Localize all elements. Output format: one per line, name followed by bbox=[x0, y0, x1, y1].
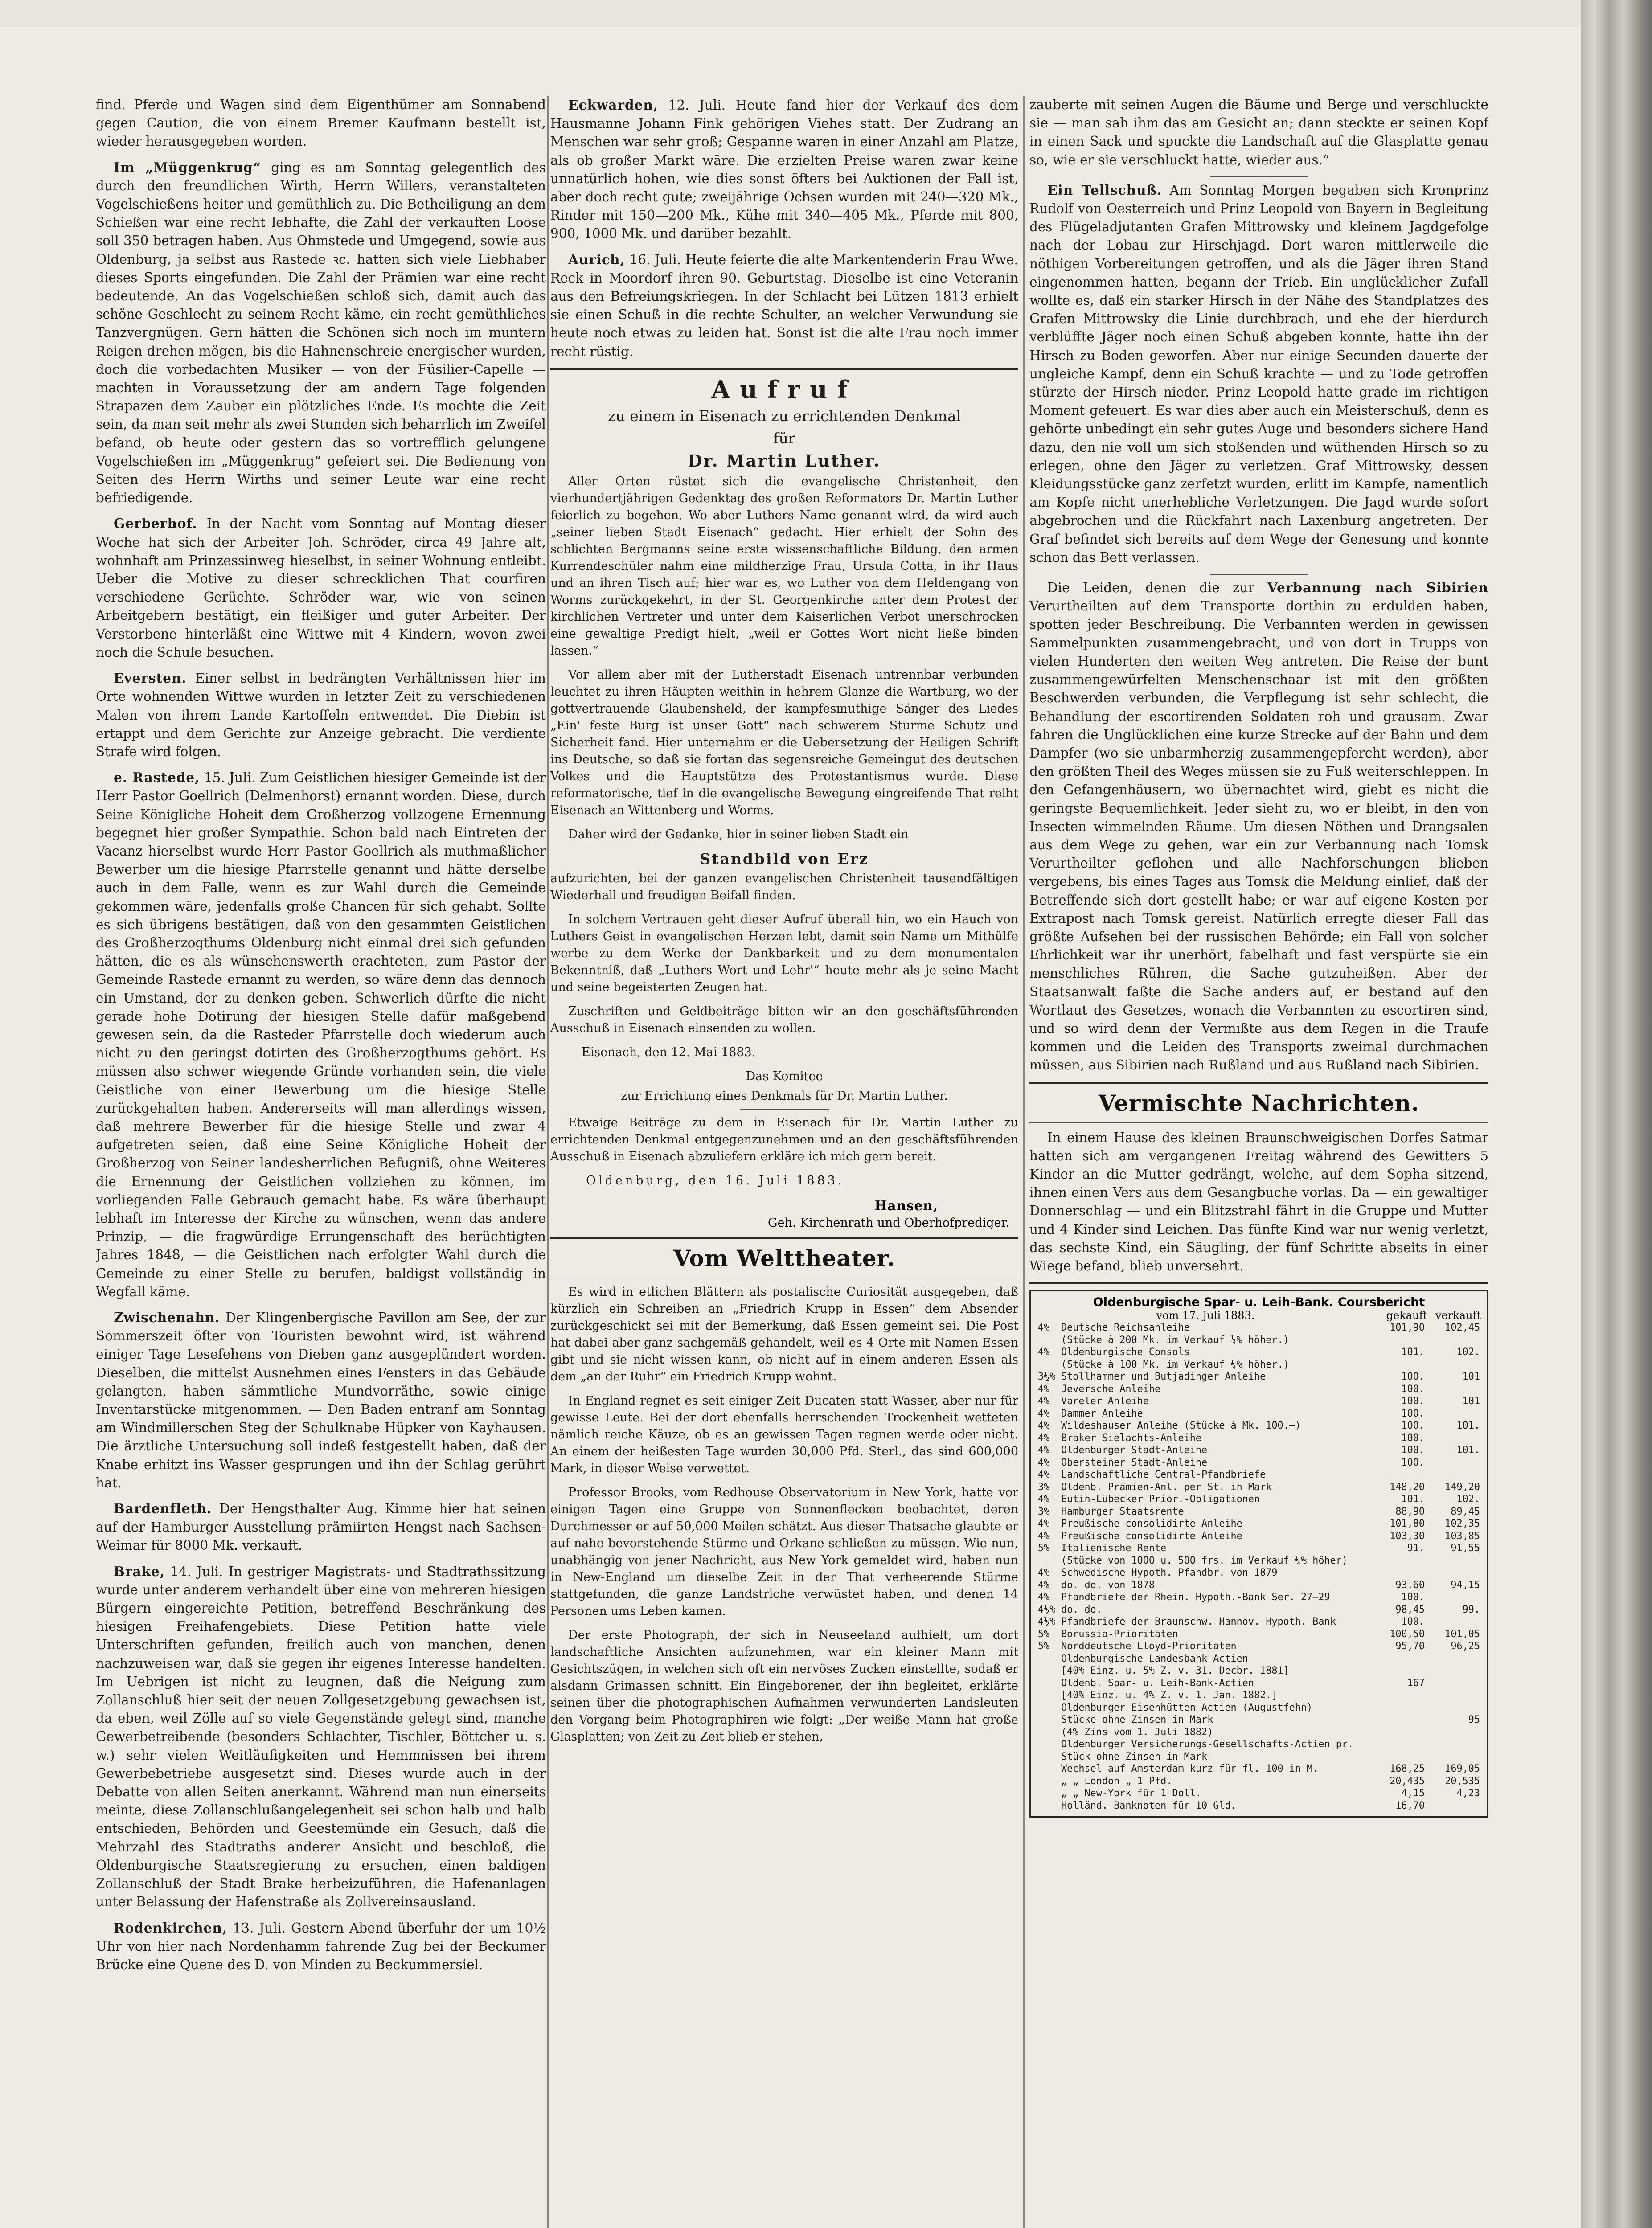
table-row bbox=[1037, 1591, 1481, 1604]
security-cell: Italienische Rente bbox=[1061, 1543, 1167, 1554]
verkauft-cell bbox=[1426, 1457, 1481, 1469]
security-cell: [40% Einz. u. 5% Z. v. 31. Decbr. 1881] bbox=[1061, 1665, 1289, 1677]
aufruf-paragraph: Zuschriften und Geldbeiträge bitten wir an den geschäftsführenden Ausschuß in Eisenach einsenden zu wollen. bbox=[550, 1004, 1018, 1035]
coursbericht-table bbox=[1037, 1322, 1481, 1812]
aufruf-paragraph: In solchem Vertrauen geht dieser Aufruf überall hin, wo ein Hauch von Luthers Geist in evangelischen Herzen lebt, damit sein Name um Mithülfe werbe zu dem Werke der Dankbarkeit und zu dem monumentalen Bekenntniß, daß „Luthers Wort und Lehr'“ heute mehr als je seine Macht und seine begeisterten Zeugen hat. bbox=[550, 912, 1018, 994]
column-2 bbox=[550, 96, 1018, 2228]
verkauft-cell: 99. bbox=[1462, 1604, 1480, 1615]
rate-cell: 4% bbox=[1038, 1530, 1050, 1542]
security-cell: Oldenburger Stadt-Anleihe bbox=[1061, 1445, 1208, 1456]
gekauft-cell: 98,45 bbox=[1395, 1604, 1425, 1615]
verkauft-cell bbox=[1426, 1359, 1481, 1371]
security-cell: Oldenburger Versicherungs-Gesellschafts-Actien pr. bbox=[1061, 1739, 1354, 1750]
table-row bbox=[1037, 1444, 1481, 1457]
table-row bbox=[1037, 1493, 1481, 1506]
table-row bbox=[1037, 1787, 1481, 1800]
gekauft-cell: 100. bbox=[1401, 1592, 1425, 1603]
security-cell: Obersteiner Stadt-Anleihe bbox=[1061, 1457, 1208, 1468]
gekauft-cell: 95,70 bbox=[1395, 1641, 1425, 1652]
verkauft-cell: 102,45 bbox=[1445, 1322, 1480, 1334]
rate-cell: 4% bbox=[1038, 1420, 1050, 1432]
article-aurich: Aurich, 16. Juli. Heute feierte die alte Markentenderin Frau Wwe. Reck in Moordorf ihren 90. Geburtstag. Dieselbe ist eine Veteranin aus den Befreiungskriegen. In der Schlacht bei Lützen 1813 erhielt sie einen Schuß in die rechte Schulter, an welcher Verwundung sie heute noch etwas zu leiden hat. Sonst ist die alte Frau noch immer recht rüstig. bbox=[550, 251, 1018, 359]
rate-cell: 4% bbox=[1038, 1347, 1050, 1358]
verkauft-cell bbox=[1426, 1653, 1481, 1665]
verkauft-cell bbox=[1426, 1567, 1481, 1579]
gekauft-cell: 100. bbox=[1401, 1371, 1425, 1383]
top-margin bbox=[0, 0, 1581, 27]
article-zwischenahn: Zwischenahn. Der Klingenbergische Pavillon am See, der zur Sommerszeit öfter von Touristen bewohnt wird, ist während einiger Tage Lesefehens von Dieben ganz ausgeplündert worden. Dieselben, die mittelst Ausnehmen eines Fensters in das Gebäude gelangten, haben sämmtliche Mundvorräthe, sowie einige Inventarstücke mitgenommen. — Den Baden entranf am Sonntag am Windmillerschen Steg der Schulknabe Hüpker von Kayhausen. Die ärztliche Untersuchung soll indeß festgestellt haben, daß der Knabe erhitzt ins Wasser gesprungen und ihn der Schlag gerührt hat. bbox=[96, 1310, 546, 1491]
security-cell: Oldenb. Spar- u. Leih-Bank-Actien bbox=[1061, 1677, 1254, 1689]
verkauft-cell bbox=[1426, 1751, 1481, 1763]
verkauft-cell: 103,85 bbox=[1445, 1530, 1480, 1542]
aufruf-signer: Hansen, bbox=[874, 1197, 938, 1213]
verkauft-cell bbox=[1426, 1689, 1481, 1702]
table-row bbox=[1037, 1432, 1481, 1445]
security-cell: Deutsche Reichsanleihe bbox=[1061, 1322, 1190, 1334]
article-gerberhof: Gerberhof. In der Nacht vom Sonntag auf Montag dieser Woche hat sich der Arbeiter Joh. Schröder, circa 49 Jahre alt, wohnhaft am Prinzessinweg hieselbst, in seiner Wohnung entleibt. Ueber die Motive zu dieser schrecklichen That courfiren verschiedene Gerüchte. Schröder war, wie von seinen Arbeitgebern bestätigt, ein fleißiger und guter Arbeiter. Der Verstorbene hinterläßt eine Wittwe mit 4 Kindern, wovon zwei noch die Schule besuchen. bbox=[96, 516, 546, 660]
gekauft-cell bbox=[1370, 1751, 1426, 1763]
security-cell: „ „ New-York für 1 Doll. bbox=[1061, 1788, 1201, 1799]
gekauft-cell: 101. bbox=[1401, 1347, 1425, 1358]
verkauft-cell: 20,535 bbox=[1445, 1775, 1480, 1787]
aufruf-date: Eisenach, den 12. Mai 1883. bbox=[582, 1045, 756, 1059]
column-1 bbox=[96, 96, 546, 2228]
verkauft-cell bbox=[1426, 1800, 1481, 1812]
rate-cell: 4% bbox=[1038, 1494, 1050, 1505]
gekauft-cell bbox=[1370, 1665, 1426, 1677]
security-cell: Wildeshauser Anleihe (Stücke à Mk. 100.–) bbox=[1061, 1420, 1301, 1432]
divider bbox=[1210, 574, 1308, 575]
security-cell: Preußische consolidirte Anleihe bbox=[1061, 1530, 1242, 1542]
section-rule bbox=[550, 368, 1018, 370]
security-cell: Hamburger Staatsrente bbox=[1061, 1506, 1184, 1517]
gekauft-cell: 101,80 bbox=[1390, 1518, 1425, 1530]
article-sonnenflecken: Professor Brooks, vom Redhouse Observatorium in New York, hatte vor einigen Tagen eine Gruppe von Sonnenflecken beobachtet, deren Durchmesser er auf 50,000 Meilen schätzt. Aus dieser Thatsache glaubte er auf nahe bevorstehende Stürme und Orkane schließen zu müssen. Wie nun, unabhängig von jener Nachricht, aus New York gemeldet wird, haben nun in New-England um dieselbe Zeit in der That verheerende Stürme stattgefunden, die ganze Landstriche verwüstet haben, und denen 14 Personen ums Leben kamen. bbox=[550, 1485, 1018, 1618]
table-row bbox=[1037, 1420, 1481, 1432]
table-row bbox=[1037, 1322, 1481, 1334]
security-cell: Oldenburgische Consols bbox=[1061, 1347, 1190, 1358]
standbild-heading: Standbild von Erz bbox=[700, 850, 869, 868]
article-continuation: zauberte mit seinen Augen die Bäume und Berge und verschluckte sie — man sah ihm das am Gesicht an; dann steckte er seinen Kopf in einen Sack und spuckte die Landschaft auf die Glasplatte genau so, wie er sie verschluckt hatte, wieder aus.“ bbox=[1029, 97, 1488, 168]
rate-cell: 4% bbox=[1038, 1432, 1050, 1444]
rate-cell bbox=[1037, 1787, 1060, 1800]
table-row bbox=[1037, 1567, 1481, 1579]
gekauft-cell: 148,20 bbox=[1390, 1481, 1425, 1493]
article-mueggenkrug: Im „Müggenkrug“ ging es am Sonntag gelegentlich des durch den freundlichen Wirth, Herrn Willers, veranstalteten Vogelschießens heiter und gemüthlich zu. Die Betheiligung an dem Schießen war eine recht lebhafte, die Zahl der verkauften Loose soll 350 betragen haben. Aus Ohmstede und Umgegend, sowie aus Oldenburg, ja selbst aus Rastede ꝛc. hatten sich viele Liebhaber dieses Sports eingefunden. Die Zahl der Prämien war eine recht bedeutende. An das Vogelschießen schloß sich, damit auch das schöne Geschlecht zu seinem Recht käme, ein recht gemüthliches Tanzvergnügen. Gern hätten die Schönen sich noch im muntern Reigen drehen mögen, bis die Hahnenschreie energischer wurden, doch die vorbedachten Musiker — von der Füsilier-Capelle — machten in Voraussetzung der am andern Tage folgenden Strapazen dem Zauber ein plötzliches Ende. Es mochte die Zeit sein, da man seit mehr als zwei Stunden sich beharrlich im Zweifel befand, ob heute oder gestern das so vortrefflich gelungene Vogelschießen im „Müggenkrug“ gefeiert sei. Die Bedienung von Seiten des Herrn Wirths und seiner Leute war eine recht befriedigende. bbox=[96, 159, 546, 506]
table-row bbox=[1037, 1616, 1481, 1628]
rate-cell: 3% bbox=[1038, 1481, 1050, 1493]
security-cell: Landschaftliche Central-Pfandbriefe bbox=[1061, 1469, 1266, 1481]
security-cell: Oldenb. Prämien-Anl. per St. in Mark bbox=[1061, 1481, 1272, 1493]
aufruf-place: Oldenburg, den 16. Juli 1883. bbox=[586, 1173, 844, 1188]
article-eversten: Eversten. Einer selbst in bedrängten Verhältnissen hier im Orte wohnenden Wittwe wurden in letzter Zeit zu verschiedenen Malen von ihrem Lande Kartoffeln entwendet. Die Diebin ist ertappt und dem Gerichte zur Anzeige gebracht. Die verdiente Strafe wird folgen. bbox=[96, 670, 546, 759]
table-row bbox=[1037, 1481, 1481, 1494]
table-row bbox=[1037, 1689, 1481, 1702]
rate-cell bbox=[1037, 1555, 1060, 1567]
verkauft-cell: 95 bbox=[1468, 1714, 1480, 1726]
rate-cell: 3% bbox=[1038, 1506, 1050, 1517]
verkauft-cell bbox=[1426, 1408, 1481, 1420]
aufruf-paragraph: Etwaige Beiträge zu dem in Eisenach für Dr. Martin Luther zu errichtenden Denkmal entgegenzunehmen und an den geschäftsführenden Ausschuß in Eisenach abzuliefern erkläre ich mich gern bereit. bbox=[550, 1115, 1018, 1163]
aufruf-komitee: Das Komitee bbox=[746, 1069, 823, 1083]
verkauft-cell: 101 bbox=[1462, 1396, 1480, 1407]
article-rastede: e. Rastede, 15. Juli. Zum Geistlichen hiesiger Gemeinde ist der Herr Pastor Goellrich (Delmenhorst) ernannt worden. Diese, durch Seine Königliche Hoheit dem Großherzog vollzogene Ernennung begegnet hier großer Sympathie. Schon bald nach Eintreten der Vacanz hierselbst wurde Herr Pastor Goellrich als muthmaßlicher Bewerber um die hiesige Pfarrstelle genannt und hätte derselbe auch in dem Falle, wenn es zur Wahl durch die Gemeinde gekommen wäre, jedenfalls große Chancen für sich gehabt. Sollte es sich übrigens bestätigen, daß von den gesammten Geistlichen des Großherzogthums Oldenburg nicht einmal drei sich gefunden hätten, die es als wünschenswerth erachteten, zum Pastor der Gemeinde Rastede ernannt zu werden, so wäre denn das dennoch ein Umstand, der zu denken geben. Schwerlich dürfte die nicht gerade hohe Dotirung der hiesigen Stelle dafür maßgebend gewesen sein, da die Rasteder Pfarrstelle doch wiederum auch nicht zu den geringst dotirten des Großherzogthums gehört. Es müssen also schwer wiegende Gründe vorhanden sein, die viele Geistliche von einer Bewerbung um die hiesige Stelle zurückgehalten haben. Andererseits will man allerdings wissen, daß mehrere Bewerber für die hiesige Stelle und zwar 4 aufgetreten seien, daß eine Seine Königliche Hoheit der Großherzog von Seiner landesherrlichen Befugniß, ohne Weiteres die Ernennung der Geistlichen vollziehen zu können, im vorliegenden Falle Gebrauch gemacht habe. Es wäre überhaupt lebhaft im Interesse der Kirche zu wünschen, wenn das andere Prinzip, — die fragwürdige Errungenschaft des berüchtigten Jahres 1848, — die Geistlichen nach erfolgter Wahl durch die Gemeinde zu einer Stelle zu berufen, baldigst vollständig in Wegfall käme. bbox=[96, 770, 546, 1299]
rate-cell: 4% bbox=[1038, 1579, 1050, 1591]
verkauft-cell: 101,05 bbox=[1445, 1628, 1480, 1640]
gekauft-cell: 93,60 bbox=[1395, 1579, 1425, 1591]
security-cell: do. do. bbox=[1061, 1604, 1102, 1615]
gekauft-cell: 103,30 bbox=[1390, 1530, 1425, 1542]
security-cell: Pfandbriefe der Braunschw.-Hannov. Hypoth.-Bank bbox=[1061, 1616, 1336, 1628]
book-edge bbox=[1581, 0, 1652, 2228]
table-row bbox=[1037, 1604, 1481, 1616]
rate-cell bbox=[1037, 1702, 1060, 1714]
table-row bbox=[1037, 1579, 1481, 1592]
gekauft-cell bbox=[1370, 1714, 1426, 1726]
article-brake: Brake, 14. Juli. In gestriger Magistrats- und Stadtrathssitzung wurde unter anderem verhandelt über eine von mehreren hiesigen Bürgern eingereichte Petition, betreffend Beschränkung des hiesigen Freihafengebiets. Diese Petition hatte viele Unterschriften gefunden, freilich auch von manchen, denen nachzuweisen war, daß sie gegen ihr eigenes Interesse handelten. Im Uebrigen ist nicht zu leugnen, daß die Neigung zum Zollanschluß hier seit der neuen Zollgesetzgebung gewachsen ist, da eben, weil Zölle auf so viele Gegenstände gelegt sind, manche Gewerbetreibende (besonders Schlachter, Tischler, Böttcher u. s. w.) sehr vielen Weitläufigkeiten und Hemmnissen bei ihrem Gewerbebetriebe ausgesetzt sind. Dieses wurde auch in der Debatte von allen Seiten anerkannt. Während man nun einerseits meinte, diese Zollanschlußangelegenheit sei schon halb und halb entschieden, Behörden und Geestemünde ein Gesuch, daß die Mehrzahl des Stadtraths anderer Ansicht und beschloß, die Oldenburgische Staatsregierung zu ersuchen, einen baldigen Zollanschluß der Stadt Brake herbeizuführen, die Hafenanlagen unter Belassung der Hafenstraße als Zollvereinsausland. bbox=[96, 1563, 546, 1910]
aufruf-notice bbox=[550, 375, 1018, 1232]
gekauft-cell: 16,70 bbox=[1395, 1800, 1425, 1811]
verkauft-cell bbox=[1426, 1591, 1481, 1604]
verkauft-cell: 94,15 bbox=[1451, 1579, 1480, 1591]
verkauft-cell bbox=[1426, 1616, 1481, 1628]
gekauft-cell: 167 bbox=[1407, 1677, 1425, 1689]
table-row bbox=[1037, 1359, 1481, 1371]
aufruf-signer-title: Geh. Kirchenrath und Oberhofprediger. bbox=[768, 1216, 1009, 1230]
verkauft-cell bbox=[1426, 1555, 1481, 1567]
section-rule bbox=[1029, 1082, 1488, 1084]
col-header-gekauft: gekauft bbox=[1386, 1309, 1427, 1322]
table-row bbox=[1037, 1555, 1481, 1567]
article-continuation: find. Pferde und Wagen sind dem Eigenthümer am Sonnabend gegen Caution, die von einem Bremer Kaufmann bestellt ist, wieder herausgegeben worden. bbox=[96, 97, 546, 149]
security-cell: Vareler Anleihe bbox=[1061, 1396, 1149, 1407]
table-row bbox=[1037, 1738, 1481, 1751]
verkauft-cell bbox=[1426, 1726, 1481, 1739]
rate-cell: 4% bbox=[1038, 1322, 1050, 1334]
rate-cell: 4% bbox=[1038, 1518, 1050, 1530]
security-cell: „ „ London „ 1 Pfd. bbox=[1061, 1775, 1172, 1787]
article-rodenkirchen: Rodenkirchen, 13. Juli. Gestern Abend überfuhr der um 10½ Uhr von hier nach Nordenhamm fahrende Zug bei der Beckumer Brücke eine Quene des D. von Minden zu Beckummersiel. bbox=[96, 1920, 546, 1972]
rate-cell: 5% bbox=[1038, 1543, 1050, 1554]
aufruf-subtitle: zu einem in Eisenach zu errichtenden Denkmal bbox=[607, 407, 961, 425]
table-row bbox=[1037, 1542, 1481, 1555]
section-rule bbox=[1029, 1122, 1488, 1123]
column-rule-2 bbox=[1023, 96, 1025, 2228]
gekauft-cell bbox=[1370, 1653, 1426, 1665]
section-heading-welttheater: Vom Welttheater. bbox=[673, 1245, 895, 1271]
gekauft-cell: 168,25 bbox=[1390, 1763, 1425, 1775]
rate-cell: 4% bbox=[1038, 1445, 1050, 1456]
article-krupp: Es wird in etlichen Blättern als postalische Curiosität ausgegeben, daß kürzlich ein Schreiben an „Friedrich Krupp in Essen“ dem Absender zurückgeschickt sei mit der Bemerkung, daß Essen gemeint sei. Die Post hat dabei aber ganz sachgemäß gehandelt, weil es 4 Orte mit Namen Essen gibt und sie nicht wissen kann, ob nicht auf in einem anderen Essen als dem „an der Ruhr“ ein Friedrich Krupp wohnt. bbox=[550, 1285, 1018, 1384]
security-cell: (Stücke à 200 Mk. im Verkauf ¼% höher.) bbox=[1061, 1334, 1289, 1346]
gekauft-cell bbox=[1370, 1567, 1426, 1579]
rate-cell: 4½% bbox=[1038, 1604, 1056, 1615]
rate-cell bbox=[1037, 1775, 1060, 1788]
security-cell: Oldenburger Eisenhütten-Actien (Augustfehn) bbox=[1061, 1702, 1313, 1713]
security-cell: Preußische consolidirte Anleihe bbox=[1061, 1518, 1242, 1530]
verkauft-cell: 101. bbox=[1456, 1445, 1480, 1456]
table-row bbox=[1037, 1628, 1481, 1641]
table-row bbox=[1037, 1346, 1481, 1359]
rate-cell: 4% bbox=[1038, 1383, 1050, 1395]
table-row bbox=[1037, 1530, 1481, 1543]
rate-cell: 5% bbox=[1038, 1628, 1050, 1640]
security-cell: Braker Sielachts-Anleihe bbox=[1061, 1432, 1201, 1444]
aufruf-title: Aufruf bbox=[711, 375, 857, 404]
verkauft-cell: 96,25 bbox=[1451, 1641, 1480, 1652]
divider bbox=[1210, 176, 1308, 177]
gekauft-cell bbox=[1370, 1359, 1426, 1371]
rate-cell bbox=[1037, 1714, 1060, 1726]
gekauft-cell: 101. bbox=[1401, 1494, 1425, 1505]
security-cell: (Stücke von 1000 u. 500 frs. im Verkauf ¼% höher) bbox=[1061, 1555, 1348, 1566]
security-cell: Holländ. Banknoten für 10 Gld. bbox=[1061, 1800, 1237, 1811]
table-row bbox=[1037, 1665, 1481, 1677]
verkauft-cell bbox=[1426, 1334, 1481, 1347]
col-header-verkauft: verkauft bbox=[1435, 1309, 1481, 1322]
verkauft-cell bbox=[1426, 1677, 1481, 1690]
aufruf-fuer: für bbox=[773, 429, 795, 447]
verkauft-cell: 102. bbox=[1456, 1347, 1480, 1358]
table-row bbox=[1037, 1395, 1481, 1408]
security-cell: Oldenburgische Landesbank-Actien bbox=[1061, 1653, 1248, 1664]
table-row bbox=[1037, 1714, 1481, 1726]
gekauft-cell: 100. bbox=[1401, 1457, 1425, 1468]
rate-cell bbox=[1037, 1726, 1060, 1739]
table-row bbox=[1037, 1640, 1481, 1653]
rate-cell bbox=[1037, 1751, 1060, 1763]
table-row bbox=[1037, 1653, 1481, 1665]
rate-cell: 4% bbox=[1038, 1457, 1050, 1468]
gekauft-cell bbox=[1370, 1689, 1426, 1702]
verkauft-cell: 102. bbox=[1456, 1494, 1480, 1505]
article-gewitter: In einem Hause des kleinen Braunschweigischen Dorfes Satmar hatten sich am vergangenen Freitag während des Gewitters 5 Kinder an die Mutter gedrängt, welche, auf dem Sopha sitzend, ihnen einen Vers aus dem Gesangbuche vorlas. Da — ein gewaltiger Donnerschlag — und ein Blitzstrahl fährt in die Gruppe und Mutter und 4 Kinder sind Leichen. Das fünfte Kind war nur wenig verletzt, das sechste Kind, ein Säugling, der fünf Schritte abseits in einer Wiege befand, blieb unversehrt. bbox=[1029, 1130, 1488, 1274]
aufruf-komitee-full: zur Errichtung eines Denkmals für Dr. Martin Luther. bbox=[621, 1089, 948, 1103]
table-row bbox=[1037, 1408, 1481, 1420]
security-cell: Jeversche Anleihe bbox=[1061, 1383, 1161, 1395]
rate-cell: 5% bbox=[1038, 1641, 1050, 1652]
verkauft-cell: 4,23 bbox=[1456, 1788, 1480, 1799]
verkauft-cell: 102,35 bbox=[1445, 1518, 1480, 1530]
section-rule bbox=[550, 1237, 1018, 1239]
table-row bbox=[1037, 1469, 1481, 1481]
table-row bbox=[1037, 1775, 1481, 1788]
verkauft-cell bbox=[1426, 1702, 1481, 1714]
column-rule-1 bbox=[547, 96, 549, 2228]
security-cell: Norddeutsche Lloyd-Prioritäten bbox=[1061, 1641, 1237, 1652]
gekauft-cell: 100. bbox=[1401, 1432, 1425, 1444]
aufruf-paragraph: Aller Orten rüstet sich die evangelische Christenheit, den vierhundertjährigen Gedenktag des großen Reformators Dr. Martin Luther feierlich zu begehen. Wo aber Luthers Name genannt wird, da wird auch „seiner lieben Stadt Eisenach“ gedacht. Hier erhielt der Sohn des schlichten Bergmanns seine erste wissenschaftliche Bildung, den armen Kurrendeschüler nahm eine mildherzige Frau, Ursula Cotta, in ihr Haus und an ihren Tisch auf; hier war es, wo Luther von dem Heldengang von Worms zurückgekehrt, in der St. Georgenkirche unter dem Protest der kirchlichen Vertreter und unter dem Kaiserlichen Verbot unerschrocken eine gewaltige Predigt hielt, „weil er Gottes Wort nicht ließe binden lassen.“ bbox=[550, 474, 1018, 658]
aufruf-paragraph: Daher wird der Gedanke, hier in seiner lieben Stadt ein bbox=[568, 827, 909, 841]
rate-cell bbox=[1037, 1653, 1060, 1665]
gekauft-cell: 100. bbox=[1401, 1420, 1425, 1432]
rate-cell bbox=[1037, 1689, 1060, 1702]
security-cell: Dammer Anleihe bbox=[1061, 1408, 1143, 1419]
aufruf-paragraph: Vor allem aber mit der Lutherstadt Eisenach untrennbar verbunden leuchtet zu ihren Häupten weithin in hehrem Glanze die Wartburg, wo der gottvertrauende Glaubensheld, der kampfesmuthige Sänger des Liedes „Ein' feste Burg ist unser Gott“ nach schwerem Sturme Schutz und Sicherheit fand. Hier unternahm er die Uebersetzung der Heiligen Schrift ins Deutsche, so daß sie fortan das segensreiche Gemeingut des deutschen Volkes und die Hauptstütze des Protestantismus wurde. Diese reformatorische, tief in die evangelische Bewegung eingreifende That reiht Eisenach an Wittenberg und Worms. bbox=[550, 668, 1018, 817]
coursbericht-title: Oldenburgische Spar- u. Leih-Bank. Coursbericht bbox=[1093, 1295, 1425, 1310]
article-sibirien: Die Leiden, denen die zur Verbannung nach Sibirien Verurtheilten auf dem Transporte dorthin zu erdulden haben, spotten jeder Beschreibung. Die Verbannten werden in gewissen Sammelpunkten zusammengebracht, und von dort in Trupps von vielen Hunderten den weiten Weg antreten. Die Reise der bunt zusammengewürfelten Menschenschaar ist mit den größten Beschwerden verbunden, die Verpflegung ist sehr schlecht, die Behandlung der escortirenden Soldaten roh und grausam. Zwar fahren die Unglücklichen eine kurze Strecke auf der Bahn und dem Dampfer (wo sie unbarmherzig zusammengepfercht werden), aber den größten Theil des Weges müssen sie zu Fuß weiterschleppen. In den Gefangenhäusern, wo übernachtet wird, giebt es nicht die geringste Bequemlichkeit. Jeder sieht zu, wo er bleibt, in den von Insecten wimmelnden Räume. Um diesen Nöthen und Drangsalen aus dem Wege zu gehen, war ein zur Verbannung nach Tomsk Verurtheilter geflohen und alle Nachforschungen blieben vergebens, bis eines Tages aus Tomsk die Meldung einlief, daß der Betreffende sich dort gestellt habe; er war auf eigene Kosten per Extrapost nach Tomsk gereist. Natürlich erregte dieser Fall das größte Aufsehen bei der russischen Behörde; ein Fall von solcher Ehrlichkeit war ihr unerhört, fabelhaft und fast verspürte sie ein menschliches Rühren, die Sache gutzuheißen. Aber der Staatsanwalt faßte die Sache anders auf, er bestand auf den Wortlaut des Gesetzes, wonach die Verbannten zu escortiren sind, und so wird denn der Vermißte aus dem Regen in die Traufe kommen und die Leiden des Transports zweimal durchmachen müssen, aus Sibirien nach Rußland und aus Rußland nach Sibirien. bbox=[1029, 580, 1488, 1073]
article-photograph: Der erste Photograph, der sich in Neuseeland aufhielt, um dort landschaftliche Ansichten aufzunehmen, war ein kleiner Mann mit Gesichtszügen, in welchen sich oft ein nervöses Zucken einstellte, sodaß er alsdann Grimassen schnitt. Ein Eingeborener, der ihn begleitet, erklärte seinen über die photographischen Aufnahmen verwunderten Landsleuten den Vorgang beim Photographiren wie folgt: „Der weiße Mann hat große Glasplatten; von Zeit zu Zeit blieb er stehen, bbox=[550, 1628, 1018, 1744]
gekauft-cell: 100,50 bbox=[1390, 1628, 1425, 1640]
gekauft-cell bbox=[1370, 1726, 1426, 1739]
rate-cell: 4% bbox=[1038, 1469, 1050, 1481]
rate-cell bbox=[1037, 1359, 1060, 1371]
rate-cell: 4½% bbox=[1038, 1616, 1056, 1628]
section-heading-vermischte: Vermischte Nachrichten. bbox=[1098, 1089, 1420, 1116]
rate-cell: 4% bbox=[1038, 1592, 1050, 1603]
rate-cell: 4% bbox=[1038, 1396, 1050, 1407]
table-row bbox=[1037, 1371, 1481, 1383]
verkauft-cell: 169,05 bbox=[1445, 1763, 1480, 1775]
rate-cell: 4% bbox=[1038, 1567, 1050, 1579]
section-rule bbox=[1029, 1282, 1488, 1284]
gekauft-cell: 100. bbox=[1401, 1396, 1425, 1407]
security-cell: Eutin-Lübecker Prior.-Obligationen bbox=[1061, 1494, 1260, 1505]
gekauft-cell bbox=[1370, 1469, 1426, 1481]
table-row bbox=[1037, 1800, 1481, 1812]
table-row bbox=[1037, 1763, 1481, 1775]
security-cell: Pfandbriefe der Rhein. Hypoth.-Bank Ser. 27–29 bbox=[1061, 1592, 1330, 1603]
article-bardenfleth: Bardenfleth. Der Hengsthalter Aug. Kimme hier hat seinen auf der Hamburger Ausstellung prämiirten Hengst nach Sachsen-Weimar für 8000 Mk. verkauft. bbox=[96, 1501, 546, 1553]
table-row bbox=[1037, 1334, 1481, 1347]
verkauft-cell bbox=[1426, 1432, 1481, 1445]
verkauft-cell bbox=[1426, 1665, 1481, 1677]
gekauft-cell bbox=[1370, 1334, 1426, 1347]
coursbericht-header bbox=[1037, 1309, 1481, 1322]
rate-cell bbox=[1037, 1677, 1060, 1690]
security-cell: Stück ohne Zinsen in Mark bbox=[1061, 1751, 1208, 1762]
security-cell: Borussia-Prioritäten bbox=[1061, 1628, 1178, 1640]
rate-cell: 4% bbox=[1038, 1408, 1050, 1419]
gekauft-cell bbox=[1370, 1555, 1426, 1567]
gekauft-cell: 100. bbox=[1401, 1616, 1425, 1628]
gekauft-cell: 4,15 bbox=[1401, 1788, 1425, 1799]
rate-cell bbox=[1037, 1738, 1060, 1751]
rate-cell bbox=[1037, 1800, 1060, 1812]
table-row bbox=[1037, 1457, 1481, 1469]
table-row bbox=[1037, 1506, 1481, 1518]
table-row bbox=[1037, 1726, 1481, 1739]
gekauft-cell: 101,90 bbox=[1390, 1322, 1425, 1334]
table-row bbox=[1037, 1518, 1481, 1530]
gekauft-cell: 88,90 bbox=[1395, 1506, 1425, 1517]
rate-cell bbox=[1037, 1334, 1060, 1347]
gekauft-cell: 100. bbox=[1401, 1383, 1425, 1395]
gekauft-cell bbox=[1370, 1738, 1426, 1751]
verkauft-cell bbox=[1426, 1383, 1481, 1396]
rate-cell bbox=[1037, 1665, 1060, 1677]
verkauft-cell: 91,55 bbox=[1451, 1543, 1480, 1554]
security-cell: Schwedische Hypoth.-Pfandbr. von 1879 bbox=[1061, 1567, 1278, 1579]
security-cell: [40% Einz. u. 4% Z. v. 1. Jan. 1882.] bbox=[1061, 1690, 1278, 1701]
security-cell: do. do. von 1878 bbox=[1061, 1579, 1155, 1591]
verkauft-cell: 101. bbox=[1456, 1420, 1480, 1432]
rate-cell bbox=[1037, 1763, 1060, 1775]
gekauft-cell bbox=[1370, 1702, 1426, 1714]
verkauft-cell bbox=[1426, 1469, 1481, 1481]
coursbericht-date: vom 17. Juli 1883. bbox=[1156, 1309, 1255, 1322]
article-ducaten: In England regnet es seit einiger Zeit Ducaten statt Wasser, aber nur für gewisse Leute. Bei der dort ebenfalls herrschenden Trockenheit wetteten nämlich reiche Käuze, ob es an gewissen Tagen regnen werde oder nicht. An einem der heißesten Tage wurden 30,000 Pfd. Sterl., das sind 600,000 Mark, in dieser Weise verwettet. bbox=[550, 1393, 1018, 1475]
coursbericht-table-box bbox=[1029, 1290, 1488, 1818]
table-row bbox=[1037, 1383, 1481, 1396]
security-cell: Stücke ohne Zinsen in Mark bbox=[1061, 1714, 1213, 1726]
verkauft-cell bbox=[1426, 1738, 1481, 1751]
article-eckwarden: Eckwarden, 12. Juli. Heute fand hier der Verkauf des dem Hausmanne Johann Fink gehörigen Viehes statt. Der Zudrang an Menschen war sehr groß; Gespanne waren in einer Anzahl am Platze, als ob großer Markt wäre. Die erzielten Preise waren zwar keine unnatürlich hohen, wie dies sonst öfters bei Auktionen der Fall ist, aber doch recht gute; zweijährige Ochsen wurden mit 240—320 Mk., Rinder mit 150—200 Mk., Kühe mit 340—405 Mk., Pferde mit 800, 900, 1000 Mk. und darüber bezahlt. bbox=[550, 97, 1018, 242]
gekauft-cell: 100. bbox=[1401, 1445, 1425, 1456]
table-row bbox=[1037, 1702, 1481, 1714]
verkauft-cell: 89,45 bbox=[1451, 1506, 1480, 1517]
verkauft-cell: 101 bbox=[1462, 1371, 1480, 1383]
aufruf-paragraph: aufzurichten, bei der ganzen evangelischen Christenheit tausendfältigen Wiederhall und freudigen Beifall finden. bbox=[550, 871, 1018, 902]
rate-cell: 3½% bbox=[1038, 1371, 1056, 1383]
gekauft-cell: 20,435 bbox=[1390, 1775, 1425, 1787]
verkauft-cell: 149,20 bbox=[1445, 1481, 1480, 1493]
table-row bbox=[1037, 1751, 1481, 1763]
article-tellschuss: Ein Tellschuß. Am Sonntag Morgen begaben sich Kronprinz Rudolf von Oesterreich und Prinz Leopold von Bayern in Begleitung des Flügeladjutanten Grafen Mittrowsky und kleinem Jagdgefolge nach der Lobau zur Hirschjagd. Dort waren mittlerweile die nöthigen Vorbereitungen getroffen, und als die Jäger ihren Stand eingenommen hatten, begann der Trieb. Ein unglücklicher Zufall wollte es, daß ein starker Hirsch in der Nähe des Standplatzes des Grafen Mittrowsky die Linie durchbrach, und ehe der hierdurch verblüffte Jäger noch einen Schuß abgeben konnte, hatte ihn der Hirsch zu Boden geworfen. Aber nur einige Secunden dauerte der ungleiche Kampf, denn ein Schuß krachte — und zu Tode getroffen stürzte der Hirsch nieder. Prinz Leopold hatte grade im richtigen Moment gefeuert. Es war dies aber auch ein Meisterschuß, denn es gehörte unbedingt ein sehr gutes Auge und besonders sichere Hand dazu, den nie voll um sich stoßenden und wüthenden Hirsch so zu erlegen, ohne den Jäger zu verletzen. Graf Mittrowsky, dessen Kleidungsstücke ganz zerfetzt wurden, erlitt im Kampfe, namentlich am Kopfe nicht unerhebliche Verletzungen. Die Jagd wurde sofort abgebrochen und die Rückfahrt nach Laxenburg angetreten. Der Graf befindet sich bereits auf dem Wege der Genesung und konnte schon das Bett verlassen. bbox=[1029, 182, 1488, 565]
gekauft-cell: 91. bbox=[1407, 1543, 1425, 1554]
security-cell: (4% Zins vom 1. Juli 1882) bbox=[1061, 1726, 1213, 1738]
security-cell: Stollhammer und Butjadinger Anleihe bbox=[1061, 1371, 1266, 1383]
aufruf-name: Dr. Martin Luther. bbox=[688, 451, 881, 471]
gekauft-cell: 100. bbox=[1401, 1408, 1425, 1419]
security-cell: Wechsel auf Amsterdam kurz für fl. 100 in M. bbox=[1061, 1763, 1319, 1775]
column-3 bbox=[1029, 96, 1488, 2228]
security-cell: (Stücke à 100 Mk. im Verkauf ¼% höher.) bbox=[1061, 1359, 1289, 1370]
divider bbox=[740, 1109, 829, 1110]
table-row bbox=[1037, 1677, 1481, 1690]
